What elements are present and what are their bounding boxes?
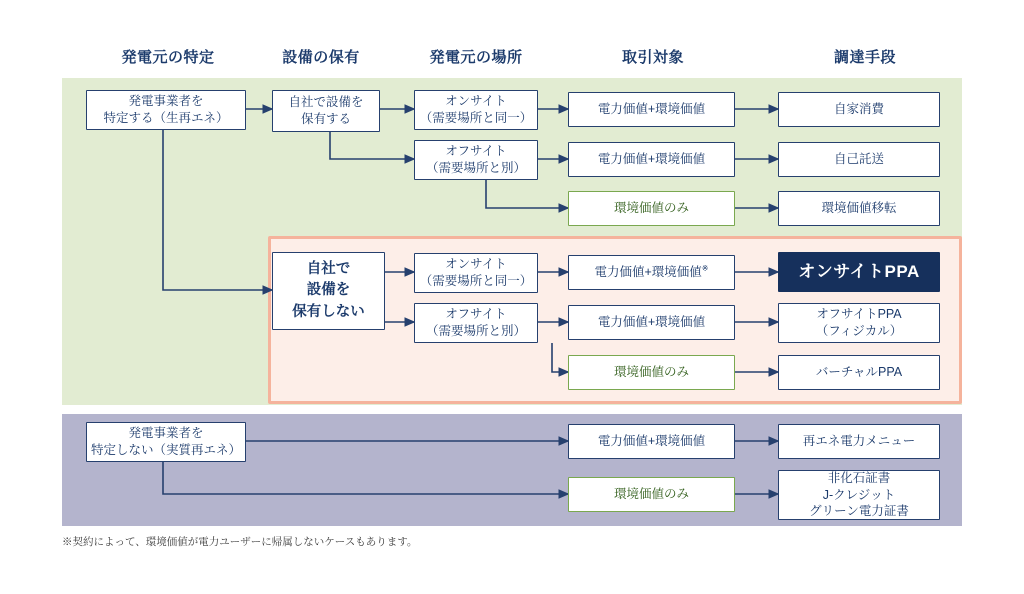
ownership-own-box[interactable] (272, 90, 380, 132)
location-offsite-ppa-box[interactable] (414, 303, 538, 343)
source-unspecified-box[interactable] (86, 422, 246, 462)
procurement-virtual-ppa[interactable]: バーチャルPPA (778, 355, 940, 390)
ownership-not-own-box[interactable] (272, 252, 385, 330)
trade-box-own-offsite[interactable]: 電力価値+環境価値 (568, 142, 735, 177)
procurement-env-value-transfer[interactable]: 環境価値移転 (778, 191, 940, 226)
procurement-onsite-ppa[interactable]: オンサイトPPA (778, 252, 940, 292)
location-offsite-own-box[interactable] (414, 140, 538, 180)
ownership-not-own-line2: 設備を (306, 282, 351, 299)
location-offsite-own-line2: （需要場所と別） (425, 161, 526, 175)
footnote: ※契約によって、環境価値が電力ユーザーに帰属しないケースもあります。 (62, 536, 418, 548)
column-header-ownership: 設備の保有 (282, 49, 360, 66)
trade-box-ppa-onsite[interactable] (568, 255, 735, 290)
source-unspecified-line1: 発電事業者を (128, 426, 204, 441)
location-onsite-own-line2: （需要場所と同一） (419, 111, 533, 125)
procurement-offsite-ppa-line2: （フィジカル） (815, 324, 903, 338)
location-onsite-ppa-line2: （需要場所と同一） (419, 274, 533, 288)
location-offsite-ppa-line2: （需要場所と別） (425, 324, 526, 338)
procurement-certificates-line2: J-クレジット (822, 487, 896, 502)
procurement-certificates[interactable] (778, 470, 940, 520)
procurement-certificates-line1: 非化石証書 (827, 470, 891, 485)
column-header-location: 発電元の場所 (429, 49, 523, 66)
trade-box-own-onsite[interactable]: 電力価値+環境価値 (568, 92, 735, 127)
location-onsite-ppa-line1: オンサイト (445, 257, 507, 272)
location-onsite-own-line1: オンサイト (445, 94, 507, 109)
trade-box-own-env-only[interactable]: 環境価値のみ (568, 191, 735, 226)
trade-ppa-onsite-label: 電力価値+環境価値 (594, 265, 702, 280)
procurement-self-consumption[interactable]: 自家消費 (778, 92, 940, 127)
trade-box-menu[interactable]: 電力価値+環境価値 (568, 424, 735, 459)
procurement-renewable-menu[interactable]: 再エネ電力メニュー (778, 424, 940, 459)
ownership-not-own-line3: 保有しない (292, 303, 365, 320)
ownership-own-line2: 保有する (300, 112, 351, 126)
trade-box-unspecified-env-only[interactable]: 環境価値のみ (568, 477, 735, 512)
location-offsite-own-line1: オフサイト (445, 144, 507, 159)
procurement-offsite-ppa[interactable] (778, 303, 940, 343)
location-onsite-own-box[interactable] (414, 90, 538, 130)
source-unspecified-line2: 特定しない（実質再エネ） (90, 443, 241, 457)
procurement-offsite-ppa-line1: オフサイトPPA (816, 307, 902, 322)
trade-box-ppa-env-only[interactable]: 環境価値のみ (568, 355, 735, 390)
trade-box-ppa-offsite[interactable]: 電力価値+環境価値 (568, 305, 735, 340)
source-specified-line1: 発電事業者を (128, 94, 204, 109)
ownership-own-line1: 自社で設備を (288, 95, 364, 110)
location-onsite-ppa-box[interactable] (414, 253, 538, 293)
column-header-trade: 取引対象 (621, 49, 684, 66)
source-specified-line2: 特定する（生再エネ） (103, 111, 229, 125)
column-header-source: 発電元の特定 (121, 49, 215, 66)
procurement-certificates-line3: グリーン電力証書 (809, 504, 909, 519)
procurement-self-wheeling[interactable]: 自己託送 (778, 142, 940, 177)
source-specified-box[interactable] (86, 90, 246, 130)
column-header-procurement: 調達手段 (833, 49, 896, 66)
location-offsite-ppa-line1: オフサイト (445, 307, 507, 322)
ownership-not-own-line1: 自社で (306, 261, 351, 278)
trade-ppa-onsite-footnote-mark: ※ (701, 263, 709, 273)
